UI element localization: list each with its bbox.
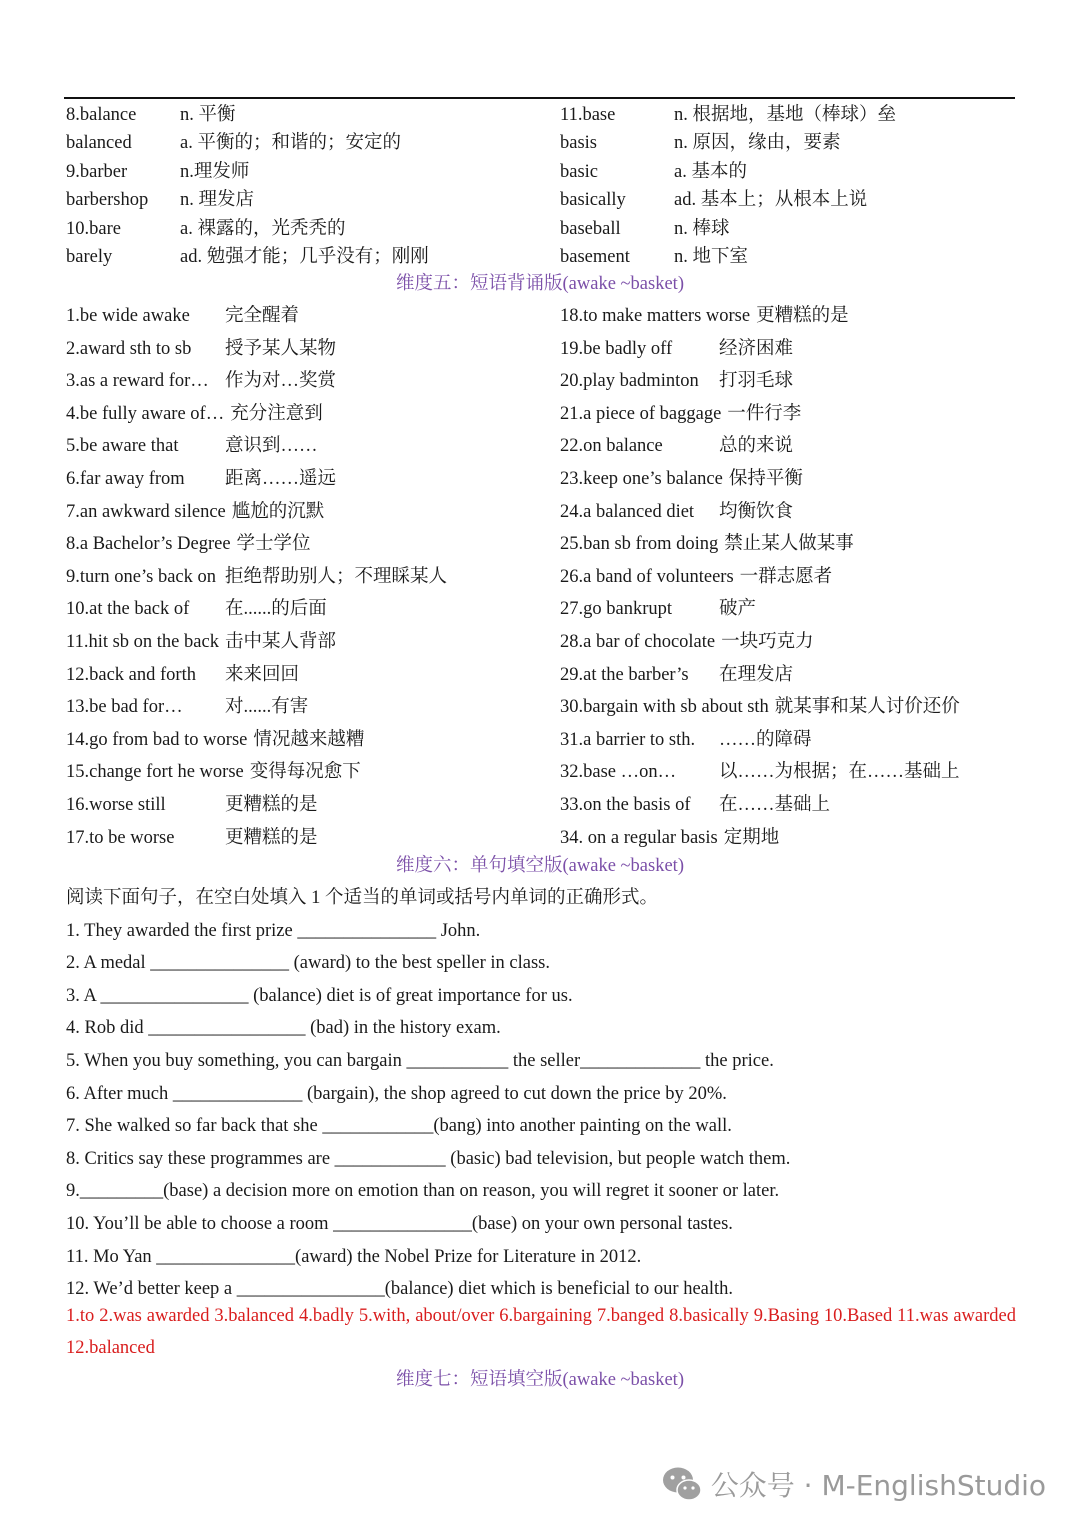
phrase-en: 21.a piece of baggage — [560, 403, 722, 424]
vocab-word: basement — [560, 246, 630, 267]
vocab-def: n. 棒球 — [674, 218, 730, 239]
phrase-en: 1.be wide awake — [66, 306, 190, 326]
phrase-row — [66, 756, 447, 789]
phrase-cn: 禁止某人做某事 — [724, 534, 854, 555]
phrase-en: 15.change fort he worse — [66, 762, 244, 783]
phrase-cn: 尴尬的沉默 — [231, 501, 325, 522]
phrase-cn: 一块巧克力 — [721, 631, 814, 652]
vocab-row — [66, 101, 429, 129]
phrase-row — [560, 691, 960, 724]
phrase-row — [560, 528, 960, 561]
phrase-en: 26.a band of volunteers — [560, 566, 734, 587]
vocab-row — [560, 186, 896, 214]
phrase-en: 24.a balanced diet — [560, 501, 695, 522]
vocab-word: basically — [560, 190, 626, 211]
section-heading-6: 维度六：单句填空版(awake ~basket) — [396, 856, 684, 876]
phrase-cn: 均衡饮食 — [719, 501, 794, 522]
phrase-en: 14.go from bad to worse — [66, 729, 248, 750]
phrase-en: 30.bargain with sb about sth — [560, 697, 769, 718]
vocab-def: ad. 基本上；从根本上说 — [674, 190, 868, 211]
phrase-cn: 在……基础上 — [719, 794, 831, 815]
vocab-def: n. 平衡 — [180, 105, 236, 125]
phrase-row — [560, 333, 960, 366]
vocab-row — [66, 215, 429, 243]
phrase-row — [66, 626, 447, 659]
vocab-def: n. 根据地，基地（棒球）垒 — [674, 105, 897, 125]
instruction-text: 阅读下面句子，在空白处填入 1 个适当的单词或括号内单词的正确形式。 — [66, 888, 659, 908]
phrase-row — [560, 496, 960, 529]
phrase-en: 19.be badly off — [560, 338, 673, 359]
phrase-row — [66, 789, 447, 822]
phrase-row — [560, 430, 960, 463]
phrase-row — [66, 659, 447, 692]
vocab-word: balanced — [66, 133, 132, 154]
sentence-item: 1. They awarded the first prize _______________ John. — [66, 920, 481, 941]
vocab-row — [560, 129, 896, 157]
wechat-icon — [661, 1464, 703, 1504]
vocab-word: 8.balance — [66, 105, 137, 125]
phrase-cn: 就某事和某人讨价还价 — [774, 697, 960, 718]
phrase-en: 6.far away from — [66, 468, 185, 489]
sentence-item: 6. After much ______________ (bargain), the shop agreed to cut down the price by 20%. — [66, 1083, 727, 1104]
vocab-row — [560, 243, 896, 271]
section-heading-5: 维度五：短语背诵版(awake ~basket) — [396, 274, 684, 294]
vocab-def: n. 理发店 — [180, 190, 255, 211]
vocab-word: basis — [560, 133, 597, 154]
sentence-item: 8. Critics say these programmes are ____________ (basic) bad television, but people watch them. — [66, 1148, 791, 1169]
phrase-cn: 拒绝帮助别人；不理睬某人 — [225, 566, 448, 587]
phrase-en: 31.a barrier to sth. — [560, 729, 696, 750]
phrase-en: 28.a bar of chocolate — [560, 631, 716, 652]
vocab-column-left — [66, 101, 429, 271]
phrase-row — [66, 528, 447, 561]
phrase-cn: 击中某人背部 — [225, 631, 337, 652]
phrase-en: 3.as a reward for… — [66, 371, 209, 392]
phrase-cn: 总的来说 — [719, 436, 794, 457]
vocab-def: n. 地下室 — [674, 246, 749, 267]
phrase-cn: 对......有害 — [225, 697, 309, 718]
phrase-en: 29.at the barber’s — [560, 664, 689, 685]
sentence-item: 4. Rob did _________________ (bad) in the history exam. — [66, 1018, 501, 1039]
phrase-en: 25.ban sb from doing — [560, 534, 719, 555]
phrase-cn: 作为对…奖赏 — [225, 371, 337, 392]
section-heading-7: 维度七：短语填空版(awake ~basket) — [396, 1370, 684, 1390]
phrase-row — [560, 626, 960, 659]
phrase-row — [560, 822, 960, 855]
vocab-word: 9.barber — [66, 161, 128, 182]
vocab-word: barely — [66, 246, 113, 267]
sentence-item: 9._________(base) a decision more on emotion than on reason, you will regret it sooner or later. — [66, 1181, 780, 1202]
phrase-cn: 以……为根据；在……基础上 — [719, 762, 960, 783]
phrase-cn: 充分注意到 — [230, 403, 323, 424]
phrase-cn: 在......的后面 — [225, 599, 327, 620]
vocab-row — [560, 101, 896, 129]
vocab-def: a. 基本的 — [674, 161, 747, 182]
phrase-cn: 授予某人某物 — [225, 338, 337, 359]
phrase-cn: 更糟糕的是 — [756, 306, 849, 326]
phrase-en: 4.be fully aware of… — [66, 403, 225, 424]
phrase-cn: 更糟糕的是 — [225, 827, 318, 848]
phrase-cn: 情况越来越糟 — [253, 729, 365, 750]
phrase-en: 23.keep one’s balance — [560, 468, 723, 489]
vocab-def: a. 裸露的，光秃秃的 — [180, 218, 346, 239]
phrase-row — [66, 398, 447, 431]
phrase-en: 7.an awkward silence — [66, 501, 226, 522]
phrase-cn: 更糟糕的是 — [225, 794, 318, 815]
phrase-row — [560, 659, 960, 692]
phrase-column-right — [560, 300, 960, 854]
phrase-row — [66, 333, 447, 366]
phrase-en: 18.to make matters worse — [560, 306, 751, 326]
vocab-row — [560, 158, 896, 186]
sentence-item: 12. We’d better keep a ________________(balance) diet which is beneficial to our health. — [66, 1279, 734, 1300]
answer-key: 1.to 2.was awarded 3.balanced 4.badly 5.with, about/over 6.bargaining 7.banged 8.basically 9.Basing 10.Based 11.was awarded 12.balanced — [66, 1306, 1016, 1358]
phrase-row — [66, 463, 447, 496]
phrase-row — [66, 593, 447, 626]
phrase-en: 11.hit sb on the back — [66, 631, 219, 652]
phrase-row — [560, 463, 960, 496]
phrase-row — [560, 365, 960, 398]
phrase-en: 13.be bad for… — [66, 697, 183, 718]
vocab-def: n. 原因，缘由，要素 — [674, 133, 841, 154]
vocab-word: basic — [560, 161, 599, 182]
phrase-cn: 距离……遥远 — [225, 468, 337, 489]
phrase-cn: ……的障碍 — [719, 729, 812, 750]
phrase-en: 10.at the back of — [66, 599, 190, 620]
phrase-row — [560, 789, 960, 822]
phrase-row — [560, 724, 960, 757]
sentence-item: 2. A medal _______________ (award) to the best speller in class. — [66, 953, 550, 974]
vocab-row — [66, 186, 429, 214]
vocab-def: a. 平衡的；和谐的；安定的 — [180, 133, 401, 154]
phrase-en: 16.worse still — [66, 794, 166, 815]
phrase-row — [560, 561, 960, 594]
vocab-column-right — [560, 101, 896, 271]
phrase-en: 12.back and forth — [66, 664, 196, 685]
sentence-item: 11. Mo Yan _______________(award) the Nobel Prize for Literature in 2012. — [66, 1246, 642, 1267]
watermark — [661, 1462, 1046, 1506]
phrase-row — [560, 756, 960, 789]
vocab-def: n.理发师 — [180, 161, 250, 182]
phrase-cn: 一群志愿者 — [739, 566, 833, 587]
phrase-cn: 经济困难 — [719, 338, 794, 359]
phrase-row — [66, 691, 447, 724]
sentence-item: 5. When you buy something, you can bargain ___________ the seller_____________ the price. — [66, 1050, 774, 1071]
phrase-en: 2.award sth to sb — [66, 338, 192, 359]
phrase-cn: 来来回回 — [225, 664, 300, 685]
phrase-en: 34. on a regular basis — [560, 827, 718, 848]
phrase-en: 17.to be worse — [66, 827, 175, 848]
phrase-cn: 在理发店 — [719, 664, 794, 685]
phrase-cn: 学士学位 — [236, 534, 311, 555]
vocab-def: ad. 勉强才能；几乎没有；刚刚 — [180, 246, 429, 267]
vocab-row — [66, 129, 429, 157]
phrase-row — [66, 822, 447, 855]
phrase-cn: 一件行李 — [727, 403, 802, 424]
phrase-row — [66, 561, 447, 594]
phrase-cn: 打羽毛球 — [719, 371, 794, 392]
phrase-cn: 保持平衡 — [728, 468, 803, 489]
phrase-cn: 完全醒着 — [225, 306, 300, 326]
vocab-word: 11.base — [560, 105, 616, 125]
phrase-en: 32.base …on… — [560, 762, 677, 783]
sentence-item: 3. A ________________ (balance) diet is of great importance for us. — [66, 985, 573, 1006]
phrase-row — [66, 496, 447, 529]
sentence-item: 10. You’ll be able to choose a room _______________(base) on your own personal tastes. — [66, 1213, 733, 1234]
fill-blank-section — [66, 882, 1026, 1306]
watermark-text: 公众号 · M-EnglishStudio — [710, 1469, 1046, 1502]
phrase-cn: 定期地 — [723, 827, 780, 848]
phrase-row — [66, 300, 447, 333]
phrase-en: 9.turn one’s back on — [66, 566, 217, 587]
vocab-row — [66, 243, 429, 271]
phrase-en: 33.on the basis of — [560, 794, 691, 815]
phrase-row — [560, 593, 960, 626]
sentence-item: 7. She walked so far back that she ____________(bang) into another painting on the wall. — [66, 1116, 732, 1137]
phrase-en: 20.play badminton — [560, 371, 699, 392]
vocab-row — [560, 215, 896, 243]
phrase-row — [66, 365, 447, 398]
phrase-cn: 变得每况愈下 — [249, 762, 361, 783]
phrase-row — [560, 398, 960, 431]
phrase-en: 27.go bankrupt — [560, 599, 673, 620]
phrase-en: 8.a Bachelor’s Degree — [66, 534, 231, 555]
vocab-word: barbershop — [66, 190, 149, 211]
top-rule — [64, 97, 1015, 99]
vocab-word: baseball — [560, 218, 621, 239]
phrase-row — [66, 724, 447, 757]
phrase-cn: 意识到…… — [225, 436, 318, 457]
phrase-en: 22.on balance — [560, 436, 663, 457]
phrase-cn: 破产 — [719, 599, 757, 620]
phrase-row — [560, 300, 960, 333]
phrase-column-left — [66, 300, 447, 854]
vocab-row — [66, 158, 429, 186]
vocab-word: 10.bare — [66, 218, 121, 239]
phrase-en: 5.be aware that — [66, 436, 179, 457]
phrase-row — [66, 430, 447, 463]
